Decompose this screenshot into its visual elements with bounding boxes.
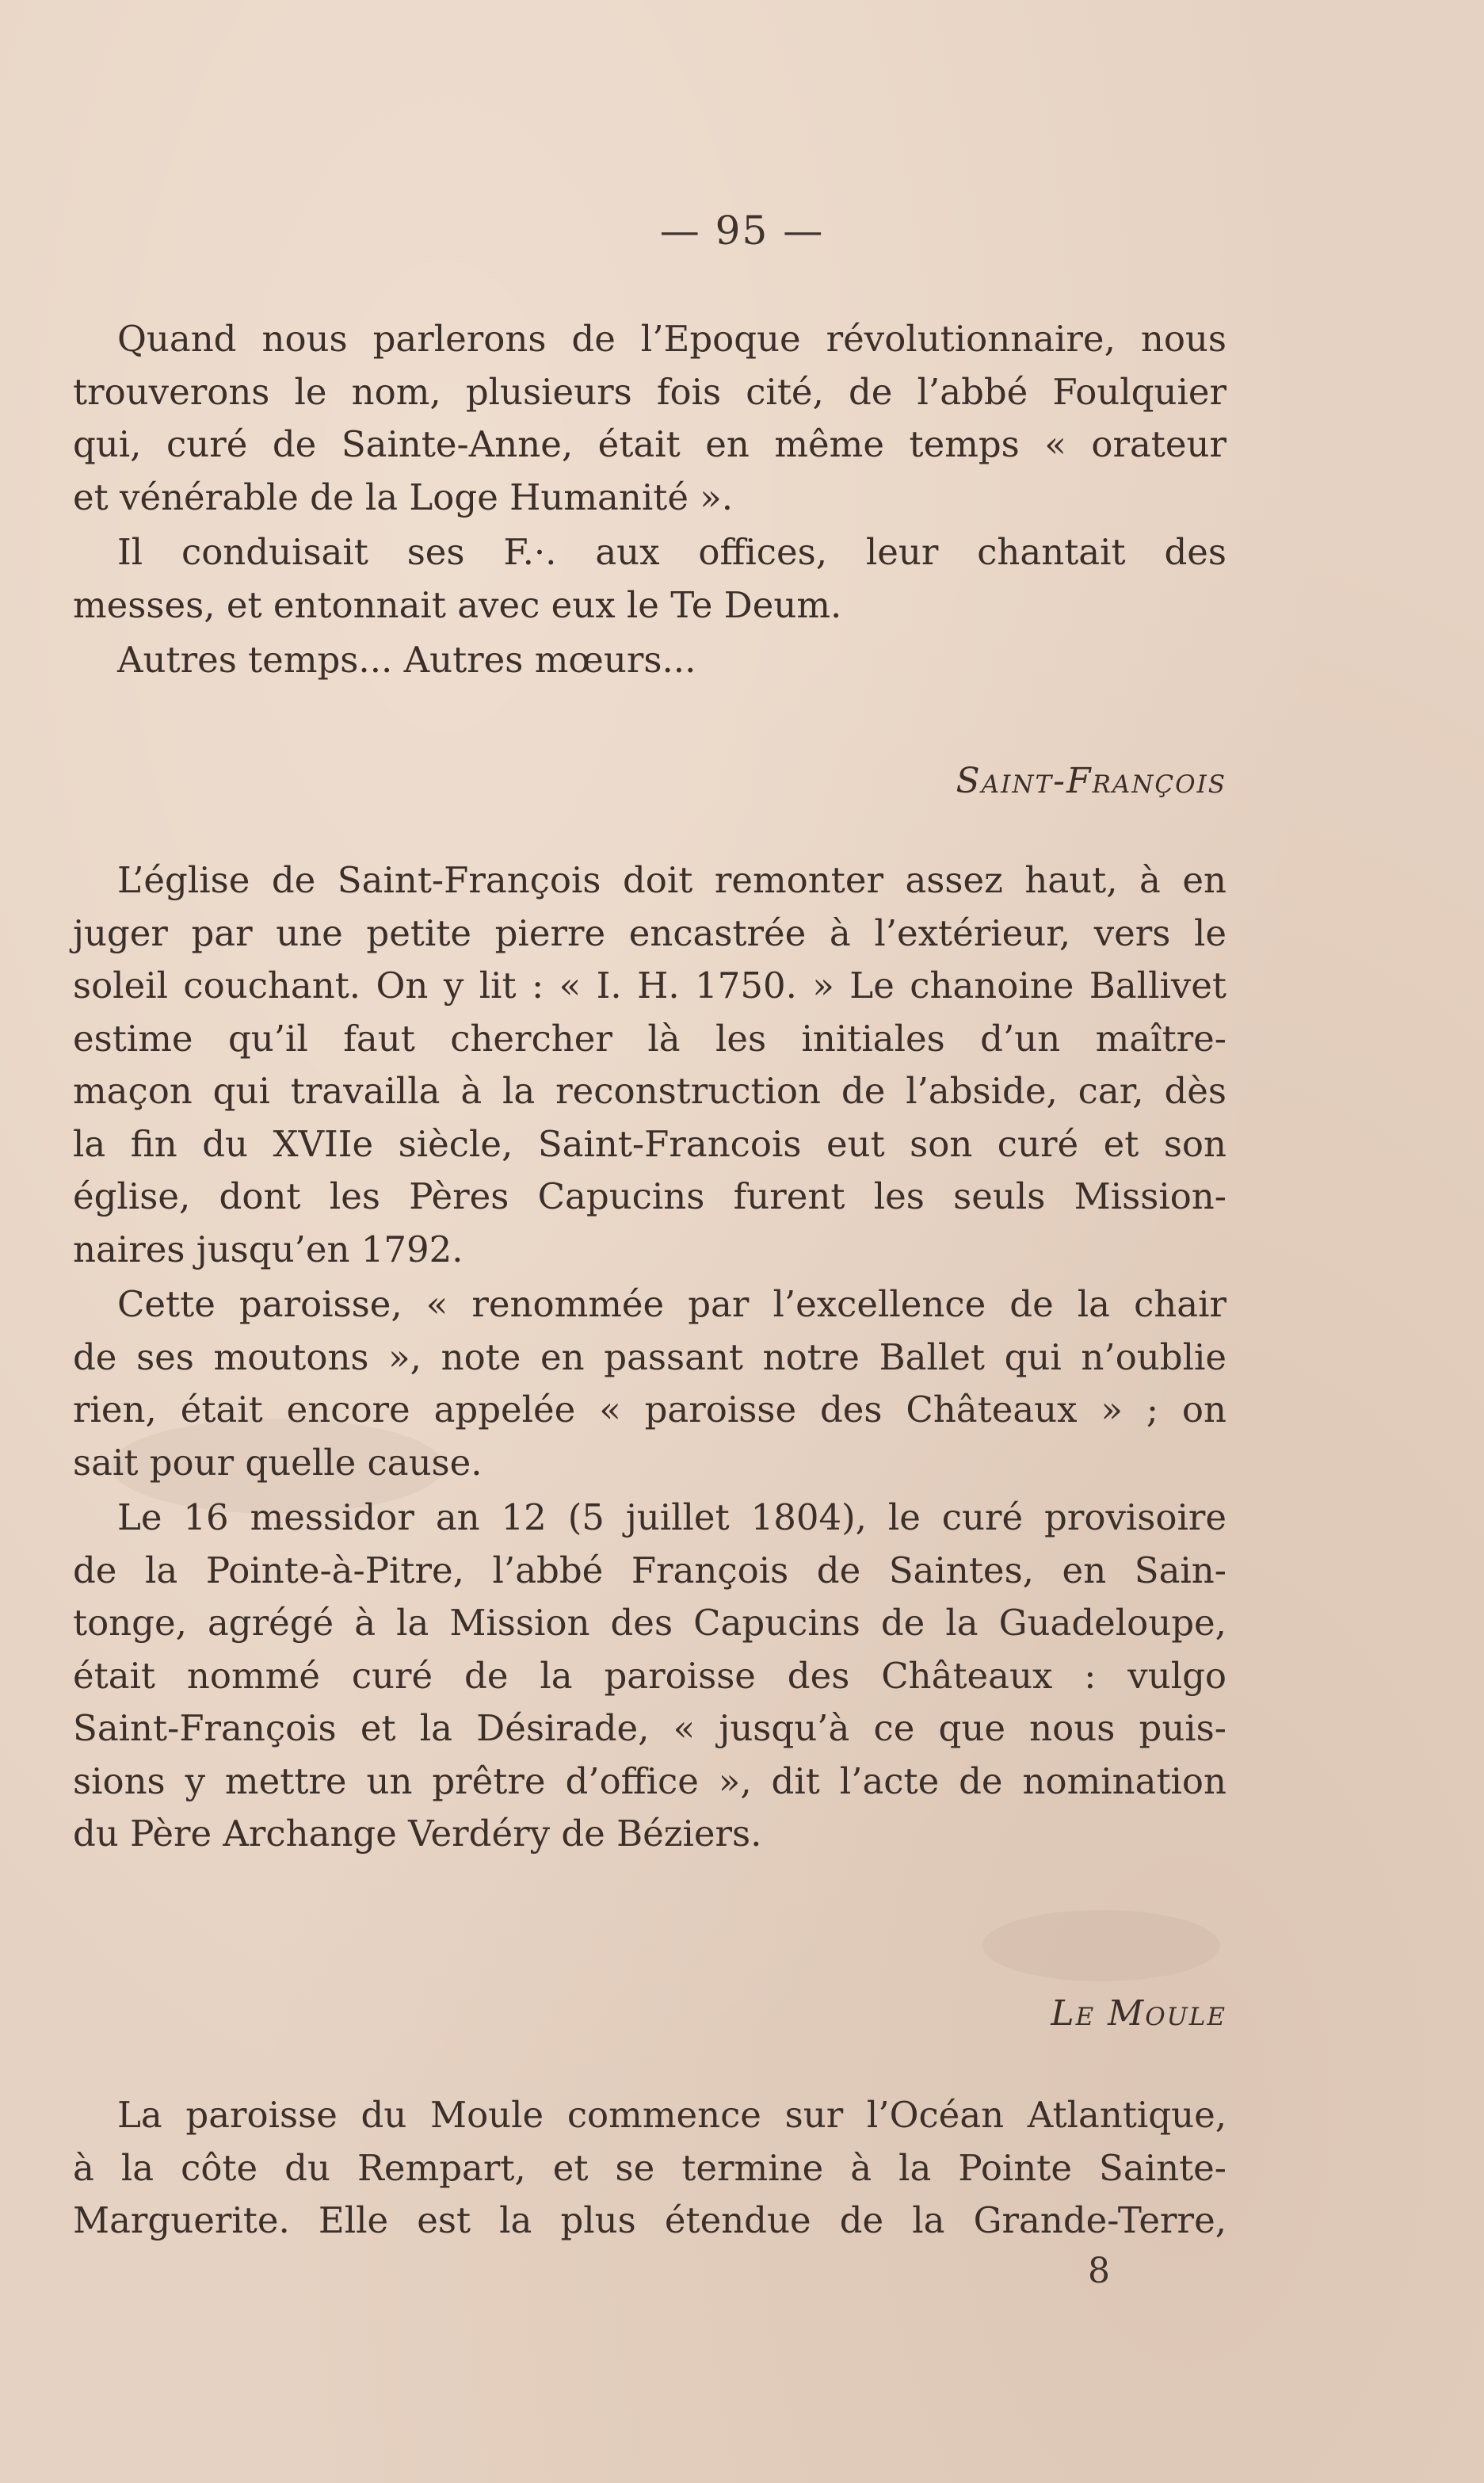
text-line: Autres temps... Autres mœurs... <box>117 639 696 681</box>
text-line: sions y mettre un prêtre d’office », dit l’acte de nomination <box>73 1759 1226 1802</box>
le-moule-block <box>73 2089 1226 2248</box>
paragraph <box>73 1278 1226 1489</box>
section-heading-saint-francois: Saint-François <box>956 761 1226 801</box>
saint-francois-block <box>73 854 1226 1861</box>
text-line: tonge, agrégé à la Mission des Capucins de la Guadeloupe, <box>73 1602 1226 1644</box>
text-line: trouverons le nom, plusieurs fois cité, de l’abbé Foulquier <box>73 370 1226 413</box>
page-number: — 95 — <box>659 208 825 254</box>
text-line: qui, curé de Sainte-Anne, était en même temps « orateur <box>73 423 1226 465</box>
text-line: juger par une petite pierre encastrée à l’extérieur, vers le <box>73 911 1226 954</box>
section-heading-le-moule: Le Moule <box>1051 1993 1226 2034</box>
text-line: rien, était encore appelée « paroisse des Châteaux » ; on <box>73 1389 1226 1431</box>
text-line: naires jusqu’en 1792. <box>73 1228 464 1270</box>
text-line: église, dont les Pères Capucins furent les seuls Mission- <box>73 1175 1226 1217</box>
text-line: estime qu’il faut chercher là les initiales d’un maître- <box>73 1017 1226 1060</box>
text-line: Il conduisait ses F.·. aux offices, leur chantait des <box>117 531 1226 573</box>
text-line: Quand nous parlerons de l’Epoque révolutionnaire, nous <box>117 318 1226 360</box>
text-line: à la côte du Rempart, et se termine à la Pointe Sainte- <box>73 2146 1226 2189</box>
text-line: la fin du XVIIe siècle, Saint-Francois eut son curé et son <box>73 1122 1226 1165</box>
text-line: était nommé curé de la paroisse des Châteaux : vulgo <box>73 1654 1226 1697</box>
paragraph <box>73 854 1226 1276</box>
text-line: messes, et entonnait avec eux le Te Deum. <box>73 583 842 626</box>
text-line: sait pour quelle cause. <box>73 1441 483 1484</box>
text-line: L’église de Saint-François doit remonter assez haut, à en <box>117 859 1226 901</box>
paragraph <box>73 634 1226 687</box>
text-line: du Père Archange Verdéry de Béziers. <box>73 1813 762 1855</box>
text-line: Cette paroisse, « renommée par l’excellence de la chair <box>117 1283 1226 1325</box>
paragraph <box>73 313 1226 524</box>
intro-block <box>73 313 1226 687</box>
text-line: Marguerite. Elle est la plus étendue de la Grande-Terre, <box>73 2199 1226 2241</box>
text-line: soleil couchant. On y lit : « I. H. 1750. » Le chanoine Ballivet <box>73 965 1226 1007</box>
text-line: Saint-François et la Désirade, « jusqu’à ce que nous puis- <box>73 1707 1226 1749</box>
text-line: maçon qui travailla à la reconstruction de l’abside, car, dès <box>73 1070 1226 1112</box>
text-line: La paroisse du Moule commence sur l’Océan Atlantique, <box>117 2094 1226 2136</box>
text-line: de ses moutons », note en passant notre Ballet qui n’oublie <box>73 1335 1226 1378</box>
paragraph <box>73 526 1226 632</box>
paper-stain <box>982 1910 1220 1981</box>
text-line: Le 16 messidor an 12 (5 juillet 1804), le curé provisoire <box>117 1496 1226 1538</box>
text-line: et vénérable de la Loge Humanité ». <box>73 476 734 518</box>
paragraph <box>73 2089 1226 2248</box>
paragraph <box>73 1492 1226 1861</box>
signature-mark: 8 <box>1088 2251 1110 2291</box>
text-line: de la Pointe-à-Pitre, l’abbé François de Saintes, en Sain- <box>73 1549 1226 1591</box>
